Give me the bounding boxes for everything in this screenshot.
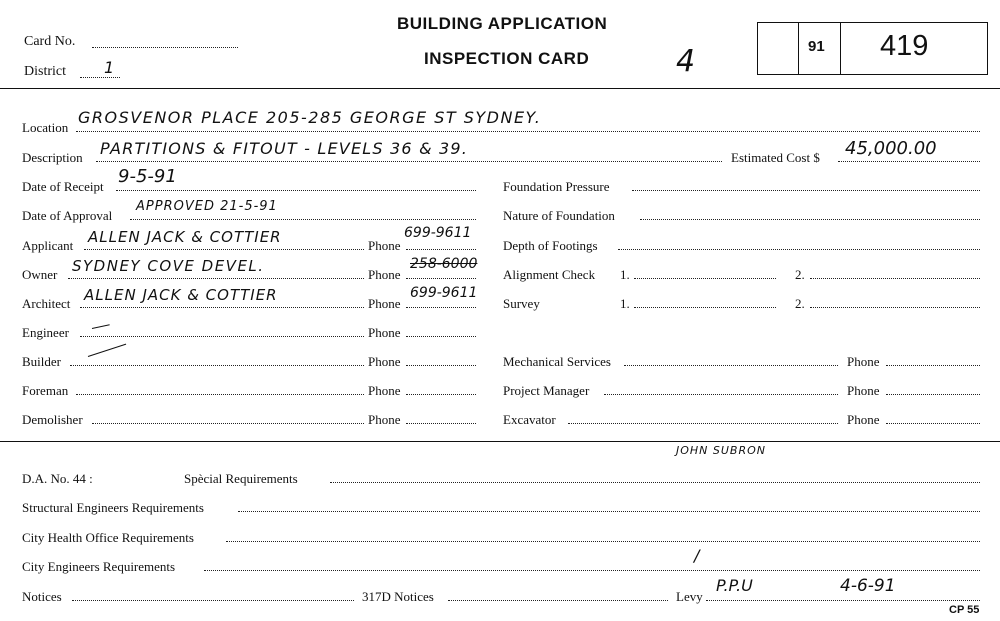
applicant-label: Applicant [22,238,74,253]
estimated-cost-label: Estimated Cost $ [731,150,820,165]
date-receipt-dots [116,190,476,191]
levy-dots [706,600,980,601]
mechanical-phone-label: Phone [847,354,880,369]
structural-dots [238,511,980,512]
levy-date: 4-6-91 [840,576,896,596]
alignment-check-two: 2. [795,267,805,282]
demolisher-phone-dots [406,423,476,424]
health-label: City Health Office Requirements [22,530,194,545]
box-year: 91 [808,38,825,55]
project-manager-phone-dots [886,394,980,395]
builder-phone-dots [406,365,476,366]
card-no-label: Card No. [24,34,76,49]
district-value: 1 [104,58,115,77]
notices-label: Notices [22,589,62,604]
levy-value: P.P.U [716,576,753,595]
foundation-pressure-label: Foundation Pressure [503,179,610,194]
owner-dots [68,278,364,279]
architect-label: Architect [22,296,71,311]
excavator-label: Excavator [503,412,556,427]
engineer-phone-dots [406,336,476,337]
architect-phone: 699-9611 [410,285,478,301]
date-approval-dots [130,219,476,220]
box-number: 419 [880,30,929,62]
nature-foundation-dots [640,219,980,220]
notices-317d-label: 317D Notices [362,589,434,604]
architect-phone-dots [406,307,476,308]
project-manager-phone-label: Phone [847,383,880,398]
card-number-box [757,22,988,75]
location-label: Location [22,120,69,135]
builder-dots [70,365,364,366]
notices-317d-dots [448,600,668,601]
health-dots [226,541,980,542]
location-dots [76,131,980,132]
middle-rule [0,441,1000,442]
owner-value: SYDNEY COVE DEVEL. [72,257,265,275]
form-code: CP 55 [949,604,980,616]
box-divider-2 [840,22,841,75]
notices-dots [72,600,354,601]
city-engineers-dots [204,570,980,571]
box-divider-1 [798,22,799,75]
applicant-dots [84,249,364,250]
special-req-note: JOHN SUBRON [676,444,767,457]
mechanical-dots [624,365,838,366]
excavator-dots [568,423,838,424]
architect-dots [80,307,364,308]
engineer-dash-mark [92,324,110,329]
estimated-cost-dots [838,161,980,162]
survey-label: Survey [503,296,540,311]
title-line1: BUILDING APPLICATION [397,14,608,33]
foreman-label: Foreman [22,383,69,398]
city-engineers-mark: / [694,546,700,565]
description-label: Description [22,150,83,165]
city-engineers-label: City Engineers Requirements [22,559,176,574]
estimated-cost-value: 45,000.00 [845,138,937,159]
survey-two: 2. [795,296,805,311]
foreman-phone-dots [406,394,476,395]
survey-two-dots [810,307,980,308]
demolisher-phone-label: Phone [368,412,401,427]
applicant-phone-label: Phone [368,238,401,253]
survey-one-dots [634,307,776,308]
applicant-phone: 699-9611 [404,225,472,241]
alignment-check-two-dots [810,278,980,279]
location-value: GROSVENOR PLACE 205-285 GEORGE ST SYDNEY. [78,108,542,127]
survey-one: 1. [620,296,630,311]
architect-phone-label: Phone [368,296,401,311]
foundation-pressure-dots [632,190,980,191]
mechanical-phone-dots [886,365,980,366]
applicant-value: ALLEN JACK & COTTIER [88,228,282,246]
project-manager-dots [604,394,838,395]
demolisher-dots [92,423,364,424]
builder-dash-mark [88,344,126,357]
depth-footings-dots [618,249,980,250]
builder-phone-label: Phone [368,354,401,369]
nature-foundation-label: Nature of Foundation [503,208,615,223]
description-value: PARTITIONS & FITOUT - LEVELS 36 & 39. [100,139,469,158]
foreman-dots [76,394,364,395]
alignment-check-label: Alignment Check [503,267,596,282]
mechanical-label: Mechanical Services [503,354,611,369]
demolisher-label: Demolisher [22,412,83,427]
foreman-phone-label: Phone [368,383,401,398]
date-approval-label: Date of Approval [22,208,113,223]
structural-label: Structural Engineers Requirements [22,500,204,515]
alignment-check-one-dots [634,278,776,279]
alignment-check-one: 1. [620,267,630,282]
project-manager-label: Project Manager [503,383,590,398]
da-no-label: D.A. No. 44 : [22,471,93,486]
special-req-label: Spècial Requirements [184,471,298,486]
excavator-phone-dots [886,423,980,424]
levy-label: Levy [676,589,703,604]
district-label: District [24,64,66,79]
date-receipt-label: Date of Receipt [22,179,104,194]
depth-footings-label: Depth of Footings [503,238,598,253]
owner-label: Owner [22,267,58,282]
engineer-phone-label: Phone [368,325,401,340]
engineer-label: Engineer [22,325,69,340]
description-dots [96,161,722,162]
card-number: 4 [676,44,696,79]
architect-value: ALLEN JACK & COTTIER [84,286,278,304]
owner-phone: 258-6000 [410,256,478,272]
district-dots [80,77,120,78]
builder-label: Builder [22,354,61,369]
title-line2: INSPECTION CARD [424,49,590,68]
engineer-dots [80,336,364,337]
applicant-phone-dots [406,249,476,250]
special-req-dots [330,482,980,483]
card-no-dots [92,47,238,48]
excavator-phone-label: Phone [847,412,880,427]
date-approval-value: APPROVED 21-5-91 [136,199,278,214]
date-receipt-value: 9-5-91 [118,166,177,187]
top-rule [0,88,1000,89]
owner-phone-label: Phone [368,267,401,282]
owner-phone-dots [406,278,476,279]
